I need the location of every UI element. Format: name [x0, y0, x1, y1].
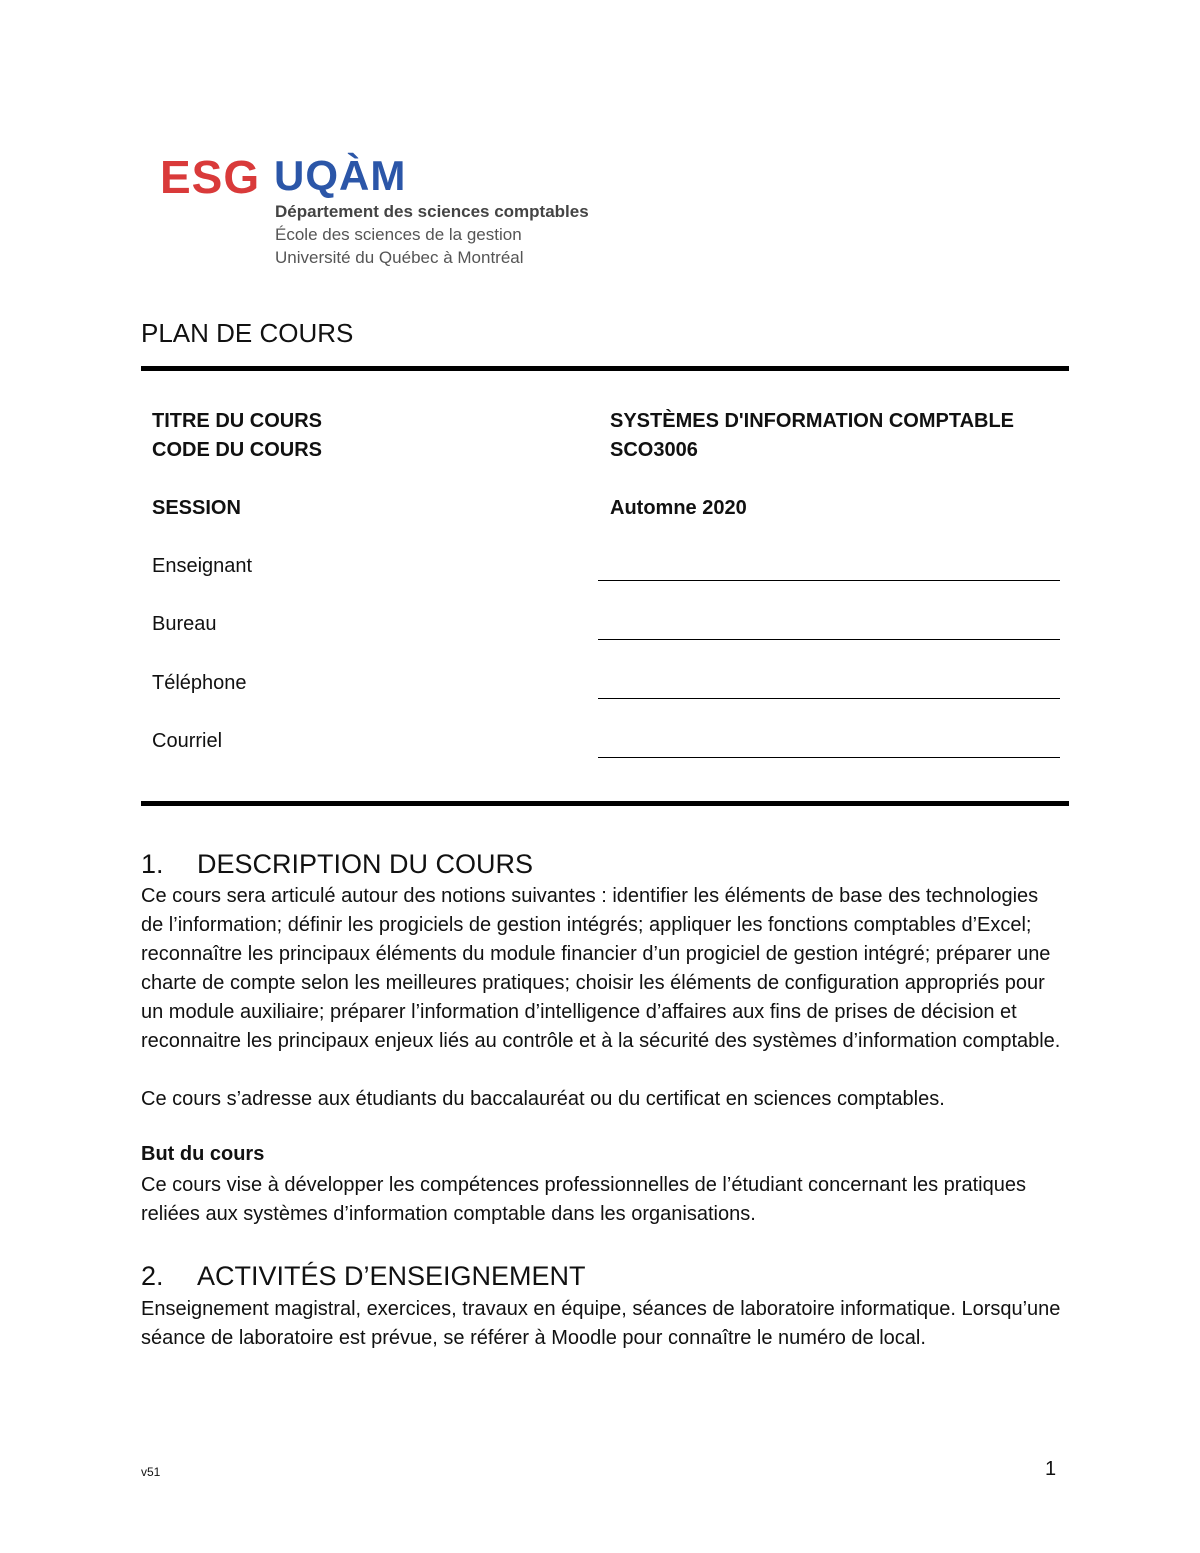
section-2-paragraph: Enseignement magistral, exercices, travaux en équipe, séances de laboratoire informatique. Lorsqu’une séance de laboratoire est prévue, se référer à Moodle pour connaître le numéro de local.	[141, 1298, 1061, 1349]
top-divider	[141, 366, 1069, 371]
logo-esg-text: ESG	[160, 151, 261, 203]
office-label: Bureau	[152, 613, 217, 635]
logo-school: École des sciences de la gestion	[275, 225, 522, 244]
section-1-number: 1.	[141, 849, 164, 879]
section-2-title: ACTIVITÉS D’ENSEIGNEMENT	[197, 1261, 586, 1291]
teacher-blank-line	[598, 580, 1060, 581]
section-2-heading	[141, 1261, 586, 1292]
course-title-label: TITRE DU COURS	[152, 410, 322, 432]
section-1-audience: Ce cours s’adresse aux étudiants du baccalauréat ou du certificat en sciences comptables.	[141, 1088, 945, 1110]
logo-university: Université du Québec à Montréal	[275, 248, 524, 267]
phone-blank-line	[598, 698, 1060, 699]
email-label: Courriel	[152, 730, 223, 752]
bottom-divider	[141, 801, 1069, 806]
logo-uqam-text: UQÀM	[274, 152, 407, 199]
version-label: v51	[141, 1465, 161, 1479]
section-2-number: 2.	[141, 1261, 164, 1291]
page-number: 1	[1045, 1458, 1057, 1480]
session-label: SESSION	[152, 497, 241, 519]
phone-label: Téléphone	[152, 672, 247, 694]
logo-department: Département des sciences comptables	[275, 202, 589, 221]
section-1-heading	[141, 849, 533, 880]
goal-paragraph: Ce cours vise à développer les compétences professionnelles de l’étudiant concernant les pratiques reliées aux systèmes d’information comptable dans les organisations.	[141, 1174, 1026, 1225]
section-1-title: DESCRIPTION DU COURS	[197, 849, 534, 879]
course-code-label: CODE DU COURS	[152, 439, 323, 461]
goal-heading: But du cours	[141, 1143, 265, 1165]
office-blank-line	[598, 639, 1060, 640]
session-value: Automne 2020	[610, 497, 747, 519]
page-title: PLAN DE COURS	[141, 318, 354, 348]
course-title-value: SYSTÈMES D'INFORMATION COMPTABLE	[610, 410, 1015, 432]
teacher-label: Enseignant	[152, 555, 253, 577]
course-code-value: SCO3006	[610, 439, 698, 461]
esg-uqam-logo	[160, 150, 600, 275]
section-1-paragraph: Ce cours sera articulé autour des notions suivantes : identifier les éléments de base des technologies de l’information; définir les progiciels de gestion intégrés; appliquer les fonctions comptables d’Excel; reconnaître les principaux éléments du module financier d’un progiciel de gestion intégré; préparer une charte de compte selon les meilleures pratiques; choisir les éléments de configuration appropriés pour un module auxiliaire; préparer l’information d’intelligence d’affaires aux fins de prises de décision et reconnaitre les principaux enjeux liés au contrôle et à la sécurité des systèmes d’information comptable.	[141, 885, 1061, 1052]
email-blank-line	[598, 757, 1060, 758]
